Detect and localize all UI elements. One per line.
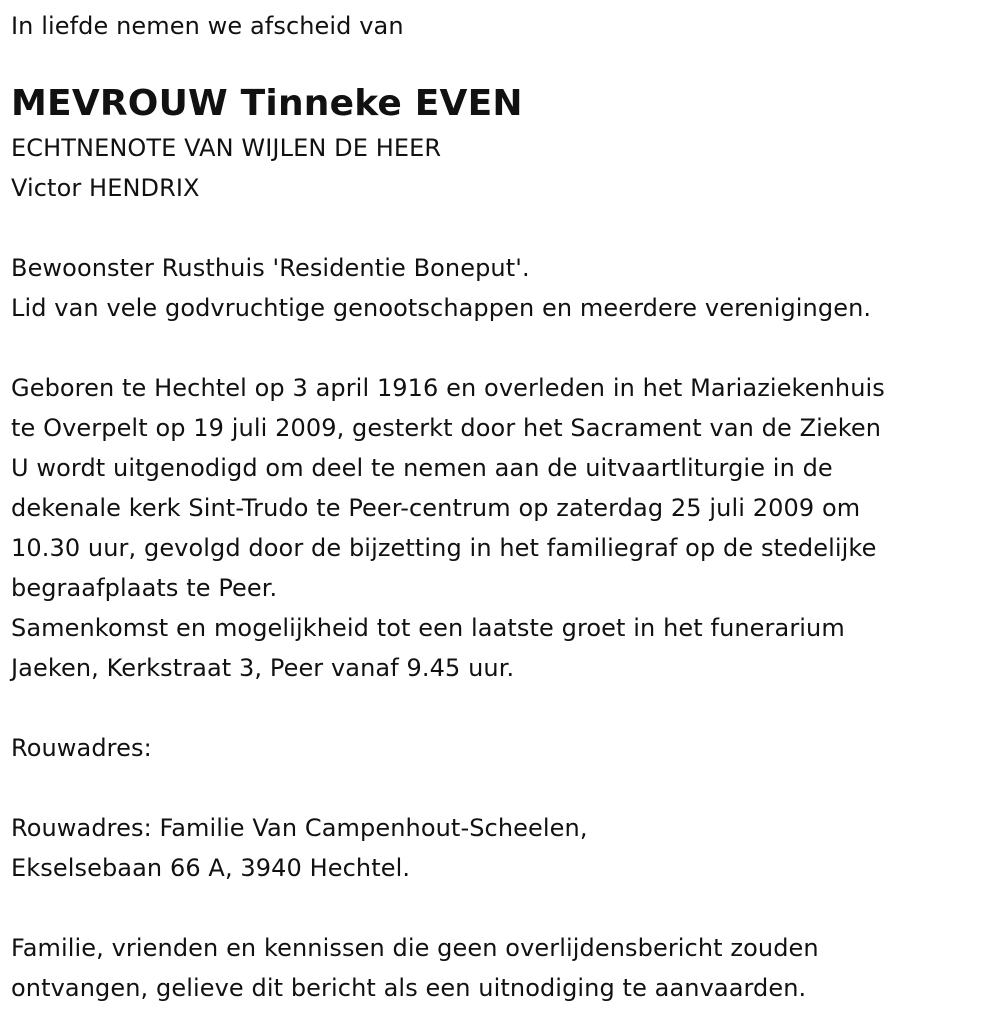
spacer	[11, 768, 991, 808]
residence-line: Bewoonster Rusthuis 'Residentie Boneput'.	[11, 254, 530, 282]
intro-text: In liefde nemen we afscheid van	[11, 12, 404, 40]
mourning-address-line: Ekselsebaan 66 A, 3940 Hechtel.	[11, 854, 411, 882]
spacer	[11, 328, 991, 368]
closing-line: ontvangen, gelieve dit bericht als een uitnodiging te aanvaarden.	[11, 974, 807, 1002]
spacer	[11, 46, 991, 78]
spouse-line-1: ECHTNENOTE VAN WIJLEN DE HEER	[11, 134, 442, 162]
spacer	[11, 888, 991, 928]
deceased-name: MEVROUW Tinneke EVEN	[11, 83, 523, 124]
mourning-address-line: Rouwadres: Familie Van Campenhout-Scheelen,	[11, 814, 588, 842]
details-line: 10.30 uur, gevolgd door de bijzetting in het familiegraf op de stedelijke	[11, 534, 877, 562]
closing-line: Familie, vrienden en kennissen die geen overlijdensbericht zouden	[11, 934, 819, 962]
details-line: dekenale kerk Sint-Trudo te Peer-centrum op zaterdag 25 juli 2009 om	[11, 494, 861, 522]
spacer	[11, 688, 991, 728]
details-line: Samenkomst en mogelijkheid tot een laatste groet in het funerarium	[11, 614, 845, 642]
details-line: te Overpelt op 19 juli 2009, gesterkt door het Sacrament van de Zieken	[11, 414, 882, 442]
membership-line: Lid van vele godvruchtige genootschappen en meerdere verenigingen.	[11, 294, 872, 322]
obituary-notice	[11, 6, 991, 1008]
details-line: Jaeken, Kerkstraat 3, Peer vanaf 9.45 uur.	[11, 654, 515, 682]
details-line: begraafplaats te Peer.	[11, 574, 278, 602]
details-line: U wordt uitgenodigd om deel te nemen aan de uitvaartliturgie in de	[11, 454, 833, 482]
mourning-heading: Rouwadres:	[11, 734, 152, 762]
spouse-line-2: Victor HENDRIX	[11, 174, 200, 202]
spacer	[11, 208, 991, 248]
details-line: Geboren te Hechtel op 3 april 1916 en overleden in het Mariaziekenhuis	[11, 374, 885, 402]
